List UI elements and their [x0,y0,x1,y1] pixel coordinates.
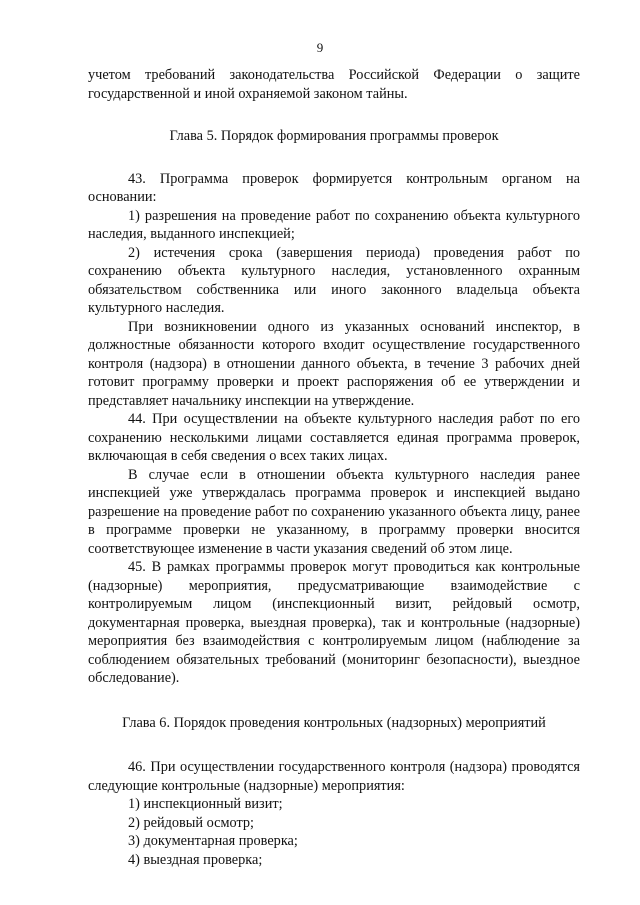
paragraph-43-item-2: 2) истечения срока (завершения периода) проведения работ по сохранению объекта культурного наследия, установленного охранным обязательством собственника или иного законного владельца объекта культурного наследия. [88,244,580,316]
list-item: 3) документарная проверка; [128,833,298,849]
paragraph-45: 45. В рамках программы проверок могут проводиться как контрольные (надзорные) мероприятия, предусматривающие взаимодействие с контролируемым лицом (инспекционный визит, рейдовый осмотр, документарная проверка, выездная проверка), так и контрольные (надзорные) мероприятия без взаимодействия с контролируемым лицом (наблюдение за соблюдением обязательных требований (мониторинг безопасности), выездное обследование). [88,559,580,686]
paragraph-intro: учетом требований законодательства Российской Федерации о защите государственной и иной охраняемой законом тайны. [88,67,580,102]
paragraph-43: 43. Программа проверок формируется контрольным органом на основании: [88,170,580,205]
paragraph-43-note: При возникновении одного из указанных оснований инспектор, в должностные обязанности которого входит осуществление государственного контроля (надзора) в отношении данного объекта, в течение 3 рабочих дней готовит программу проверки и проект распоряжения об ее утверждении и представляет начальнику инспекции на утверждение. [88,318,580,409]
list-item: 2) рейдовый осмотр; [128,814,255,831]
chapter-6-heading: Глава 6. Порядок проведения контрольных (надзорных) мероприятий [122,714,546,731]
document-body [88,66,580,869]
paragraph-43-item-1: 1) разрешения на проведение работ по сохранению объекта культурного наследия, выданного инспекцией; [88,207,580,242]
list-item: 4) выездная проверка; [128,851,263,868]
page-number: 9 [316,40,324,55]
chapter-5-heading: Глава 5. Порядок формирования программы проверок [169,128,499,144]
paragraph-44: 44. При осуществлении на объекте культурного наследия работ по его сохранению несколькими лицами составляется единая программа проверок, включающая в себя сведения о всех таких лицах. [88,411,580,464]
paragraph-44-note: В случае если в отношении объекта культурного наследия ранее инспекцией уже утверждалась программа проверок и инспекцией выдано разрешение на проведение работ по сохранению указанного объекта лицу, ранее в программе проверки не указанному, в программу проверки вносится соответствующее изменение в части указания сведений об этом лице. [88,466,580,557]
list-item: 1) инспекционный визит; [128,796,283,812]
paragraph-46: 46. При осуществлении государственного контроля (надзора) проводятся следующие контрольные (надзорные) мероприятия: [88,759,580,794]
